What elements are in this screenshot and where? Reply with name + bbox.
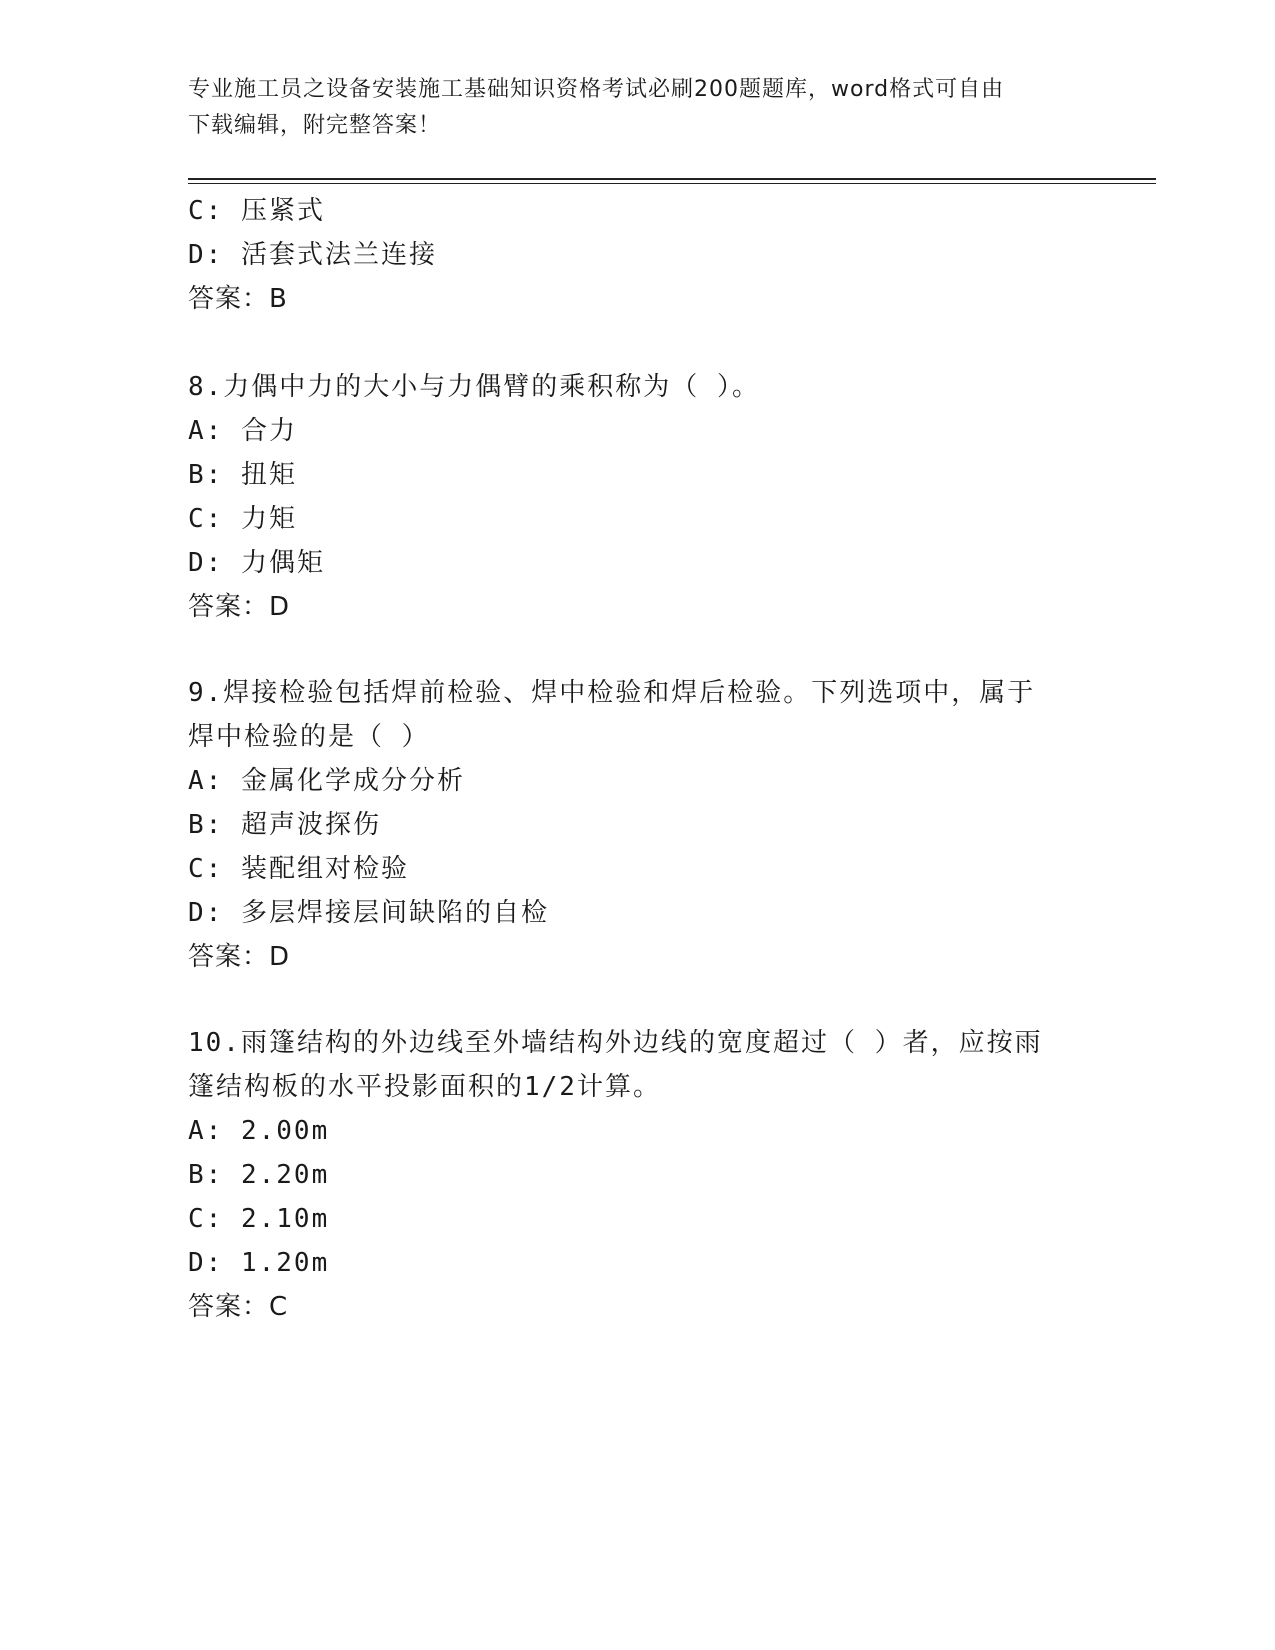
q8-stem: 8.力偶中力的大小与力偶臂的乘积称为（ ）。 <box>188 372 760 402</box>
q8-answer: 答案：D <box>188 592 291 622</box>
prev-question-option-d: D: 活套式法兰连接 <box>188 240 437 270</box>
q9-stem-line-2: 焊中检验的是（ ） <box>188 722 430 752</box>
header-divider-bottom <box>188 183 1156 184</box>
prev-question-answer: 答案：B <box>188 284 288 314</box>
q9-option-a: A: 金属化学成分分析 <box>188 766 465 796</box>
q8-option-b: B: 扭矩 <box>188 460 297 490</box>
header-divider-top <box>188 178 1156 180</box>
q9-option-c: C: 装配组对检验 <box>188 854 409 884</box>
q9-option-d: D: 多层焊接层间缺陷的自检 <box>188 898 549 928</box>
q10-option-a: A: 2.00m <box>188 1116 330 1146</box>
q10-stem-line-2: 篷结构板的水平投影面积的1/2计算。 <box>188 1072 661 1102</box>
q9-option-b: B: 超声波探伤 <box>188 810 381 840</box>
document-header <box>188 72 1068 144</box>
q10-answer: 答案：C <box>188 1292 289 1322</box>
prev-question-option-c: C: 压紧式 <box>188 196 325 226</box>
q9-stem-line-1: 9.焊接检验包括焊前检验、焊中检验和焊后检验。下列选项中，属于 <box>188 678 1036 708</box>
q8-option-a: A: 合力 <box>188 416 297 446</box>
q9-answer: 答案：D <box>188 942 291 972</box>
q10-option-c: C: 2.10m <box>188 1204 330 1234</box>
q8-option-d: D: 力偶矩 <box>188 548 325 578</box>
q10-stem-line-1: 10.雨篷结构的外边线至外墙结构外边线的宽度超过（ ）者，应按雨 <box>188 1028 1043 1058</box>
q10-option-d: D: 1.20m <box>188 1248 330 1278</box>
q10-option-b: B: 2.20m <box>188 1160 330 1190</box>
header-title-line-1: 专业施工员之设备安装施工基础知识资格考试必刷200题题库，word格式可自由 <box>188 77 1005 102</box>
header-title-line-2: 下载编辑，附完整答案！ <box>188 113 442 138</box>
q8-option-c: C: 力矩 <box>188 504 297 534</box>
